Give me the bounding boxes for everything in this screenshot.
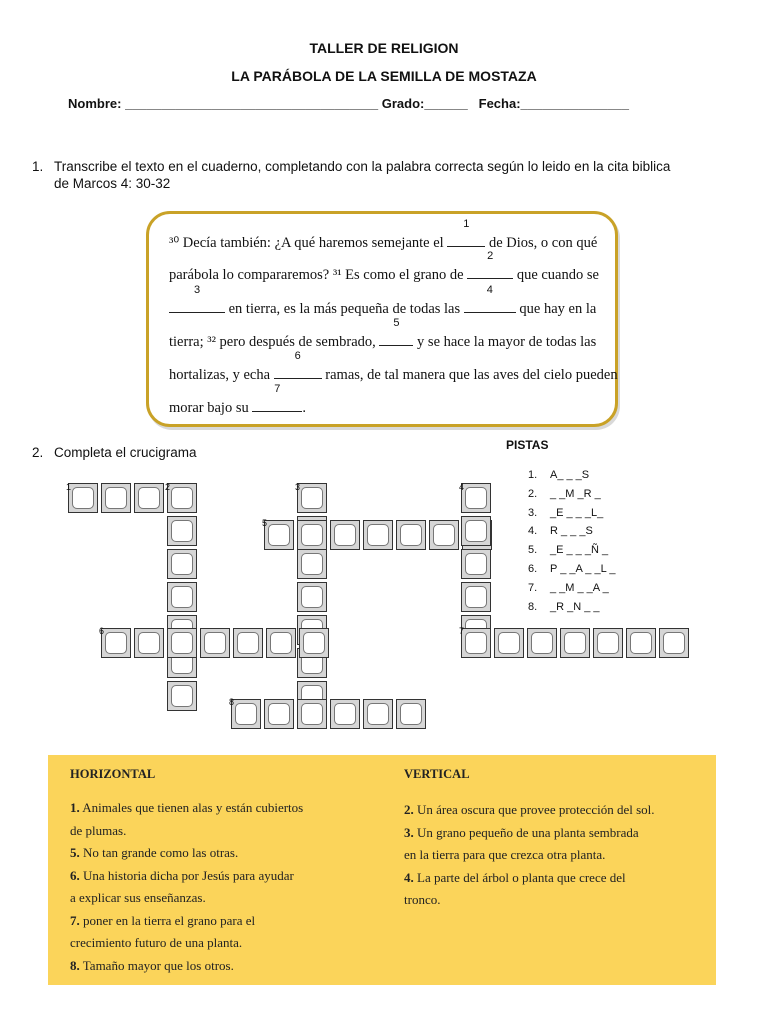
passage-line-3 [169, 284, 597, 318]
student-info-row [68, 96, 629, 111]
crossword-cell[interactable] [593, 628, 623, 658]
crossword-cell[interactable] [167, 516, 197, 546]
clues-box [48, 755, 716, 985]
clue-number: 2. [404, 802, 414, 817]
fecha-label: Fecha: [478, 96, 521, 111]
question-2-text: Completa el crucigrama [54, 445, 197, 460]
passage-line-1 [169, 218, 598, 252]
clue-number: 4. [404, 869, 414, 885]
blank-number: 7 [274, 383, 281, 395]
pista-number: 8. [528, 600, 538, 613]
crossword-cell[interactable] [527, 628, 557, 658]
clue-text: de plumas. [70, 822, 127, 838]
pista-item [528, 469, 589, 481]
nombre-field[interactable]: ___________________________________ [125, 96, 379, 111]
blank-number: 2 [487, 250, 494, 262]
crossword-cell[interactable] [494, 628, 524, 658]
crossword-cell[interactable] [461, 483, 491, 513]
clue-text: No tan grande como las otras. [83, 845, 239, 860]
crossword-clue-number: 2 [165, 482, 171, 492]
clue-text: en la tierra para que crezca otra planta. [404, 847, 606, 862]
crossword-clue-number: 1 [66, 482, 72, 492]
worksheet-subtitle: LA PARÁBOLA DE LA SEMILLA DE MOSTAZA [231, 68, 537, 84]
crossword-cell[interactable] [167, 549, 197, 579]
blank-3[interactable] [169, 284, 225, 313]
blank-5[interactable] [379, 317, 413, 346]
crossword-cell[interactable] [626, 628, 656, 658]
question-1-line1: Transcribe el texto en el cuaderno, completando con la palabra correcta según lo leido en la cita biblica [54, 159, 671, 174]
crossword-cell[interactable] [297, 549, 327, 579]
crossword-cell[interactable] [396, 699, 426, 729]
crossword-clue-number: 5 [262, 518, 268, 528]
crossword-cell[interactable] [167, 681, 197, 711]
crossword-clue-number: 4 [459, 482, 465, 492]
crossword-cell[interactable] [363, 520, 393, 550]
pista-pattern: R _ _ _S [550, 525, 593, 538]
crossword-clue-number: 6 [99, 626, 105, 636]
pista-pattern: _E _ _ _L_ [550, 506, 604, 519]
blank-1[interactable] [447, 218, 485, 247]
passage-text: de Dios, o con qué [488, 235, 598, 251]
crossword-cell[interactable] [68, 483, 98, 513]
question-1-number: 1. [32, 159, 44, 174]
crossword-cell[interactable] [396, 520, 426, 550]
crossword-cell[interactable] [461, 628, 491, 658]
pista-pattern: _ _M _R _ [550, 487, 601, 500]
crossword-clue-number: 7 [459, 626, 465, 636]
crossword-cell[interactable] [330, 699, 360, 729]
blank-number: 3 [193, 284, 201, 296]
passage-line-6 [169, 383, 306, 417]
bible-passage-box [146, 211, 618, 427]
clue-h-1 [70, 797, 303, 977]
pista-pattern: _R _N _ _ [550, 600, 600, 613]
crossword-cell[interactable] [101, 628, 131, 658]
clue-text: Tamaño mayor que los otros. [82, 957, 234, 973]
pista-item [528, 507, 603, 519]
crossword-cell[interactable] [363, 699, 393, 729]
blank-number: 5 [393, 317, 400, 329]
clue-number: 3. [404, 824, 414, 840]
pista-item [528, 601, 600, 613]
blank-2[interactable] [467, 250, 513, 279]
crossword-cell[interactable] [659, 628, 689, 658]
pista-number: 7. [528, 581, 538, 594]
clue-text: Una historia dicha por Jesús para ayudar [83, 867, 294, 883]
pista-item [528, 563, 615, 575]
passage-line-2 [169, 250, 599, 284]
crossword-cell[interactable] [429, 520, 459, 550]
blank-4[interactable] [464, 284, 516, 313]
vertical-heading: VERTICAL [404, 767, 470, 781]
clue-number: 8. [70, 957, 80, 973]
crossword-cell[interactable] [167, 582, 197, 612]
passage-text: y se hace la mayor de todas las [417, 334, 597, 350]
crossword-cell[interactable] [266, 628, 296, 658]
crossword-cell[interactable] [231, 699, 261, 729]
clue-text: poner en la tierra el grano para el [83, 912, 256, 928]
passage-text: hortalizas, y echa [169, 367, 271, 383]
question-1-line2: de Marcos 4: 30-32 [54, 176, 171, 191]
clue-number: 6. [70, 867, 80, 883]
pista-item [528, 582, 609, 594]
crossword-cell[interactable] [167, 483, 197, 513]
clue-text: La parte del árbol o planta que crece del [417, 869, 626, 885]
crossword-cell[interactable] [233, 628, 263, 658]
pista-number: 4. [528, 525, 538, 538]
clue-number: 7. [70, 912, 80, 928]
crossword-cell[interactable] [134, 483, 164, 513]
passage-text: tierra; ³² pero después de sembrado, [169, 334, 376, 350]
crossword-cell[interactable] [264, 520, 294, 550]
passage-text: parábola lo compararemos? ³¹ Es como el grano de [169, 267, 464, 283]
question-2-number: 2. [32, 445, 44, 460]
passage-text: que hay en la [519, 301, 597, 317]
crossword-cell[interactable] [330, 520, 360, 550]
clue-text: a explicar sus enseñanzas. [70, 890, 206, 905]
crossword-cell[interactable] [299, 628, 329, 658]
clue-text: tronco. [404, 892, 441, 907]
crossword-cell[interactable] [101, 483, 131, 513]
passage-text: que cuando se [516, 267, 599, 283]
blank-6[interactable] [274, 350, 322, 379]
passage-line-5 [169, 350, 618, 384]
pista-pattern: _E _ _ _Ñ _ [550, 544, 609, 557]
fecha-field[interactable]: _______________ [520, 96, 629, 111]
grado-field[interactable]: ______ [424, 96, 468, 111]
clue-text: Un grano pequeño de una planta sembrada [417, 824, 639, 840]
pista-pattern: _ _M _ _A _ [550, 581, 609, 594]
passage-text: ³⁰ Decía también: ¿A qué haremos semejante el [169, 235, 444, 251]
blank-number: 4 [486, 284, 493, 296]
passage-text: . [302, 400, 306, 416]
pista-number: 5. [528, 544, 538, 557]
worksheet-title: TALLER DE RELIGION [309, 40, 459, 56]
crossword-clue-number: 3 [295, 482, 301, 492]
crossword-cell[interactable] [297, 582, 327, 612]
crossword-cell[interactable] [264, 699, 294, 729]
pista-item [528, 544, 608, 556]
horizontal-heading: HORIZONTAL [70, 767, 156, 781]
crossword-cell[interactable] [297, 520, 327, 550]
passage-line-4 [169, 317, 597, 351]
blank-number: 1 [463, 218, 470, 230]
pista-number: 6. [528, 563, 538, 575]
pistas-heading: PISTAS [506, 438, 549, 452]
nombre-label: Nombre: [68, 96, 122, 111]
grado-label: Grado: [381, 96, 425, 111]
crossword-cell[interactable] [461, 582, 491, 612]
crossword-clue-number: 8 [229, 697, 235, 707]
crossword-cell[interactable] [134, 628, 164, 658]
pista-pattern: P _ _A _ _L _ [550, 563, 616, 575]
pista-number: 2. [528, 487, 538, 500]
pista-number: 1. [528, 469, 538, 481]
clue-text: Un área oscura que provee protección del sol. [417, 802, 655, 817]
clue-text: Animales que tienen alas y están cubiertos [82, 800, 304, 815]
clue-text: crecimiento futuro de una planta. [70, 935, 243, 950]
crossword-cell[interactable] [461, 516, 491, 546]
passage-text: en tierra, es la más pequeña de todas las [228, 301, 461, 317]
pista-pattern: A_ _ _S [550, 469, 590, 481]
clue-v-list [404, 799, 655, 912]
crossword-cell[interactable] [560, 628, 590, 658]
crossword-cell[interactable] [167, 628, 197, 658]
passage-text: ramas, de tal manera que las aves del cielo pueden [325, 367, 618, 383]
clue-number: 1. [70, 800, 80, 815]
crossword-cell[interactable] [297, 699, 327, 729]
blank-7[interactable] [252, 383, 302, 412]
blank-number: 6 [294, 350, 301, 362]
crossword-cell[interactable] [461, 549, 491, 579]
pista-item [528, 488, 601, 500]
passage-text: morar bajo su [169, 400, 249, 416]
crossword-cell[interactable] [297, 483, 327, 513]
clue-number: 5. [70, 845, 80, 860]
crossword-cell[interactable] [200, 628, 230, 658]
pista-number: 3. [528, 506, 538, 519]
pista-item [528, 525, 593, 537]
